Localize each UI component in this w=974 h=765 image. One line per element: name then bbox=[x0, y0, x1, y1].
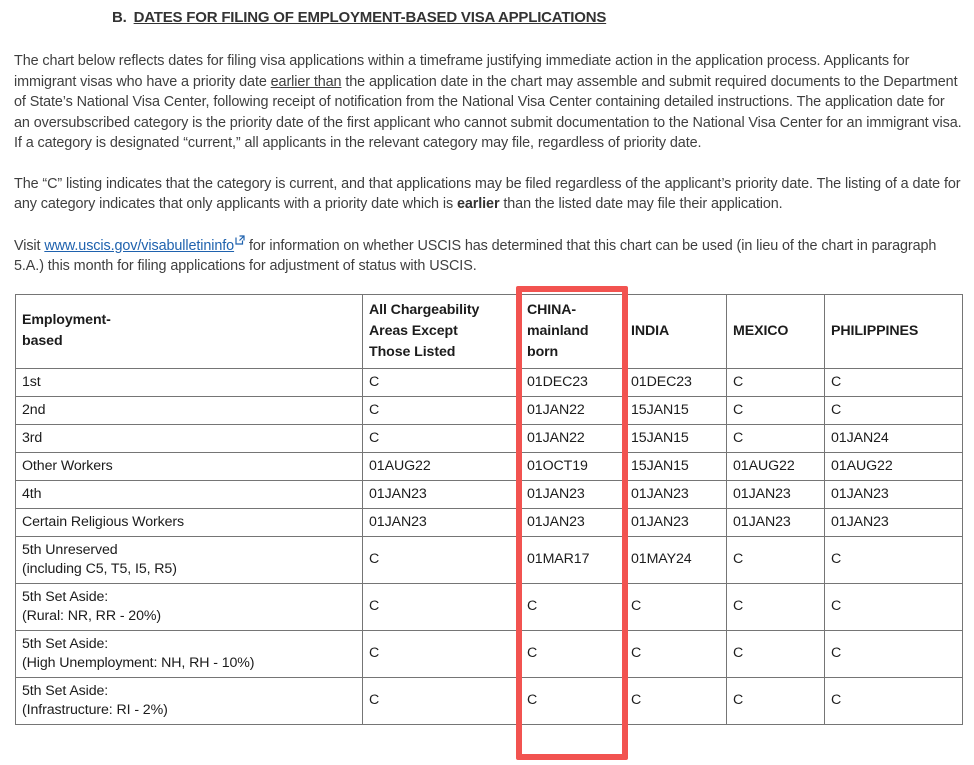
date-cell: C bbox=[521, 630, 625, 677]
date-cell: C bbox=[727, 630, 825, 677]
row-label: 4th bbox=[16, 480, 363, 508]
date-cell: 01JAN23 bbox=[825, 480, 963, 508]
date-cell: C bbox=[363, 424, 521, 452]
table-header-row bbox=[16, 294, 963, 368]
date-cell: 01JAN22 bbox=[521, 424, 625, 452]
date-cell: C bbox=[727, 536, 825, 583]
employment-based-filing-dates-table bbox=[15, 294, 963, 725]
date-cell: C bbox=[625, 677, 727, 724]
row-label: Other Workers bbox=[16, 452, 363, 480]
date-cell: C bbox=[363, 583, 521, 630]
date-cell: 01JAN23 bbox=[727, 508, 825, 536]
column-header: CHINA- mainland born bbox=[521, 294, 625, 368]
date-cell: C bbox=[363, 396, 521, 424]
paragraph-c-listing bbox=[14, 174, 962, 215]
table-row bbox=[16, 424, 963, 452]
date-cell: 01JAN23 bbox=[363, 508, 521, 536]
table-body bbox=[16, 368, 963, 724]
column-header: MEXICO bbox=[727, 294, 825, 368]
date-cell: C bbox=[825, 396, 963, 424]
column-header: INDIA bbox=[625, 294, 727, 368]
date-cell: 01JAN22 bbox=[521, 396, 625, 424]
paragraph-uscis-link bbox=[14, 235, 962, 277]
date-cell: 01JAN23 bbox=[727, 480, 825, 508]
row-label: 5th Set Aside: (High Unemployment: NH, RH - 10%) bbox=[16, 630, 363, 677]
date-cell: 01MAR17 bbox=[521, 536, 625, 583]
date-cell: C bbox=[363, 677, 521, 724]
row-label: Certain Religious Workers bbox=[16, 508, 363, 536]
table-row bbox=[16, 452, 963, 480]
date-cell: 01DEC23 bbox=[521, 368, 625, 396]
date-cell: C bbox=[363, 630, 521, 677]
row-label: 5th Set Aside: (Infrastructure: RI - 2%) bbox=[16, 677, 363, 724]
date-cell: 01JAN23 bbox=[521, 508, 625, 536]
table-row bbox=[16, 368, 963, 396]
p2-text-after: than the listed date may file their application. bbox=[499, 196, 783, 212]
date-cell: 15JAN15 bbox=[625, 452, 727, 480]
section-title: DATES FOR FILING OF EMPLOYMENT-BASED VISA APPLICATIONS bbox=[133, 9, 607, 26]
table-row bbox=[16, 677, 963, 724]
date-cell: C bbox=[727, 677, 825, 724]
row-label: 2nd bbox=[16, 396, 363, 424]
p3-text-before: Visit bbox=[14, 237, 45, 254]
p1-text-before: The chart below reflects dates for filing visa applications within a timeframe justifying immediate action in the application process. Applicants for immigrant visas who have a priority date bbox=[14, 53, 910, 90]
date-cell: C bbox=[825, 368, 963, 396]
row-label: 5th Set Aside: (Rural: NR, RR - 20%) bbox=[16, 583, 363, 630]
column-header: All Chargeability Areas Except Those Listed bbox=[363, 294, 521, 368]
table-row bbox=[16, 630, 963, 677]
section-heading bbox=[112, 9, 960, 26]
table-row bbox=[16, 536, 963, 583]
date-cell: 01OCT19 bbox=[521, 452, 625, 480]
date-cell: 01AUG22 bbox=[825, 452, 963, 480]
uscis-visabulletininfo-link[interactable]: www.uscis.gov/visabulletininfo bbox=[44, 237, 235, 254]
date-cell: C bbox=[625, 583, 727, 630]
date-cell: 01JAN23 bbox=[363, 480, 521, 508]
p2-earlier: earlier bbox=[456, 196, 500, 212]
date-cell: C bbox=[825, 583, 963, 630]
column-header: PHILIPPINES bbox=[825, 294, 963, 368]
date-cell: 01JAN23 bbox=[625, 480, 727, 508]
visa-bulletin-page bbox=[0, 9, 974, 765]
date-cell: 01DEC23 bbox=[625, 368, 727, 396]
date-cell: 01JAN23 bbox=[521, 480, 625, 508]
date-cell: C bbox=[727, 396, 825, 424]
date-cell: 01JAN23 bbox=[625, 508, 727, 536]
p3-text-after: for information on whether USCIS has determined that this chart can be used (in lieu of the chart in paragraph 5.A.) this month for filing applications for adjustment of status with USCIS. bbox=[14, 237, 937, 274]
p1-text-after: the application date in the chart may assemble and submit required documents to the Department of State’s National Visa Center, following receipt of notification from the National Visa Center containing detailed instructions. The application date for an oversubscribed category is the priority date of the first applicant who cannot submit documentation to the National Visa Center for an immigrant visa. If a category is designated “current,” all applicants in the relevant category may file, regardless of priority date. bbox=[14, 73, 962, 151]
p2-text-before: The “C” listing indicates that the category is current, and that applications may be filed regardless of the applicant’s priority date. The listing of a date for any category indicates that only applicants with a priority date which is bbox=[14, 175, 961, 212]
date-cell: 01MAY24 bbox=[625, 536, 727, 583]
date-cell: C bbox=[727, 424, 825, 452]
date-cell: C bbox=[727, 368, 825, 396]
date-cell: C bbox=[521, 677, 625, 724]
column-header: Employment- based bbox=[16, 294, 363, 368]
p1-earlier-than: earlier than bbox=[270, 73, 342, 90]
date-cell: C bbox=[625, 630, 727, 677]
date-cell: C bbox=[363, 536, 521, 583]
date-cell: C bbox=[825, 630, 963, 677]
row-label: 5th Unreserved (including C5, T5, I5, R5) bbox=[16, 536, 363, 583]
date-cell: 01JAN24 bbox=[825, 424, 963, 452]
date-cell: C bbox=[825, 536, 963, 583]
table-row bbox=[16, 396, 963, 424]
date-cell: 15JAN15 bbox=[625, 396, 727, 424]
table-row bbox=[16, 583, 963, 630]
row-label: 1st bbox=[16, 368, 363, 396]
date-cell: C bbox=[825, 677, 963, 724]
section-letter: B. bbox=[112, 9, 127, 26]
date-cell: 15JAN15 bbox=[625, 424, 727, 452]
date-cell: 01JAN23 bbox=[825, 508, 963, 536]
external-link-icon bbox=[235, 235, 245, 245]
date-cell: C bbox=[363, 368, 521, 396]
table-row bbox=[16, 508, 963, 536]
paragraph-filing-explanation bbox=[14, 51, 962, 154]
date-cell: C bbox=[521, 583, 625, 630]
filing-dates-table-container bbox=[15, 294, 962, 725]
date-cell: 01AUG22 bbox=[727, 452, 825, 480]
row-label: 3rd bbox=[16, 424, 363, 452]
date-cell: 01AUG22 bbox=[363, 452, 521, 480]
date-cell: C bbox=[727, 583, 825, 630]
table-row bbox=[16, 480, 963, 508]
